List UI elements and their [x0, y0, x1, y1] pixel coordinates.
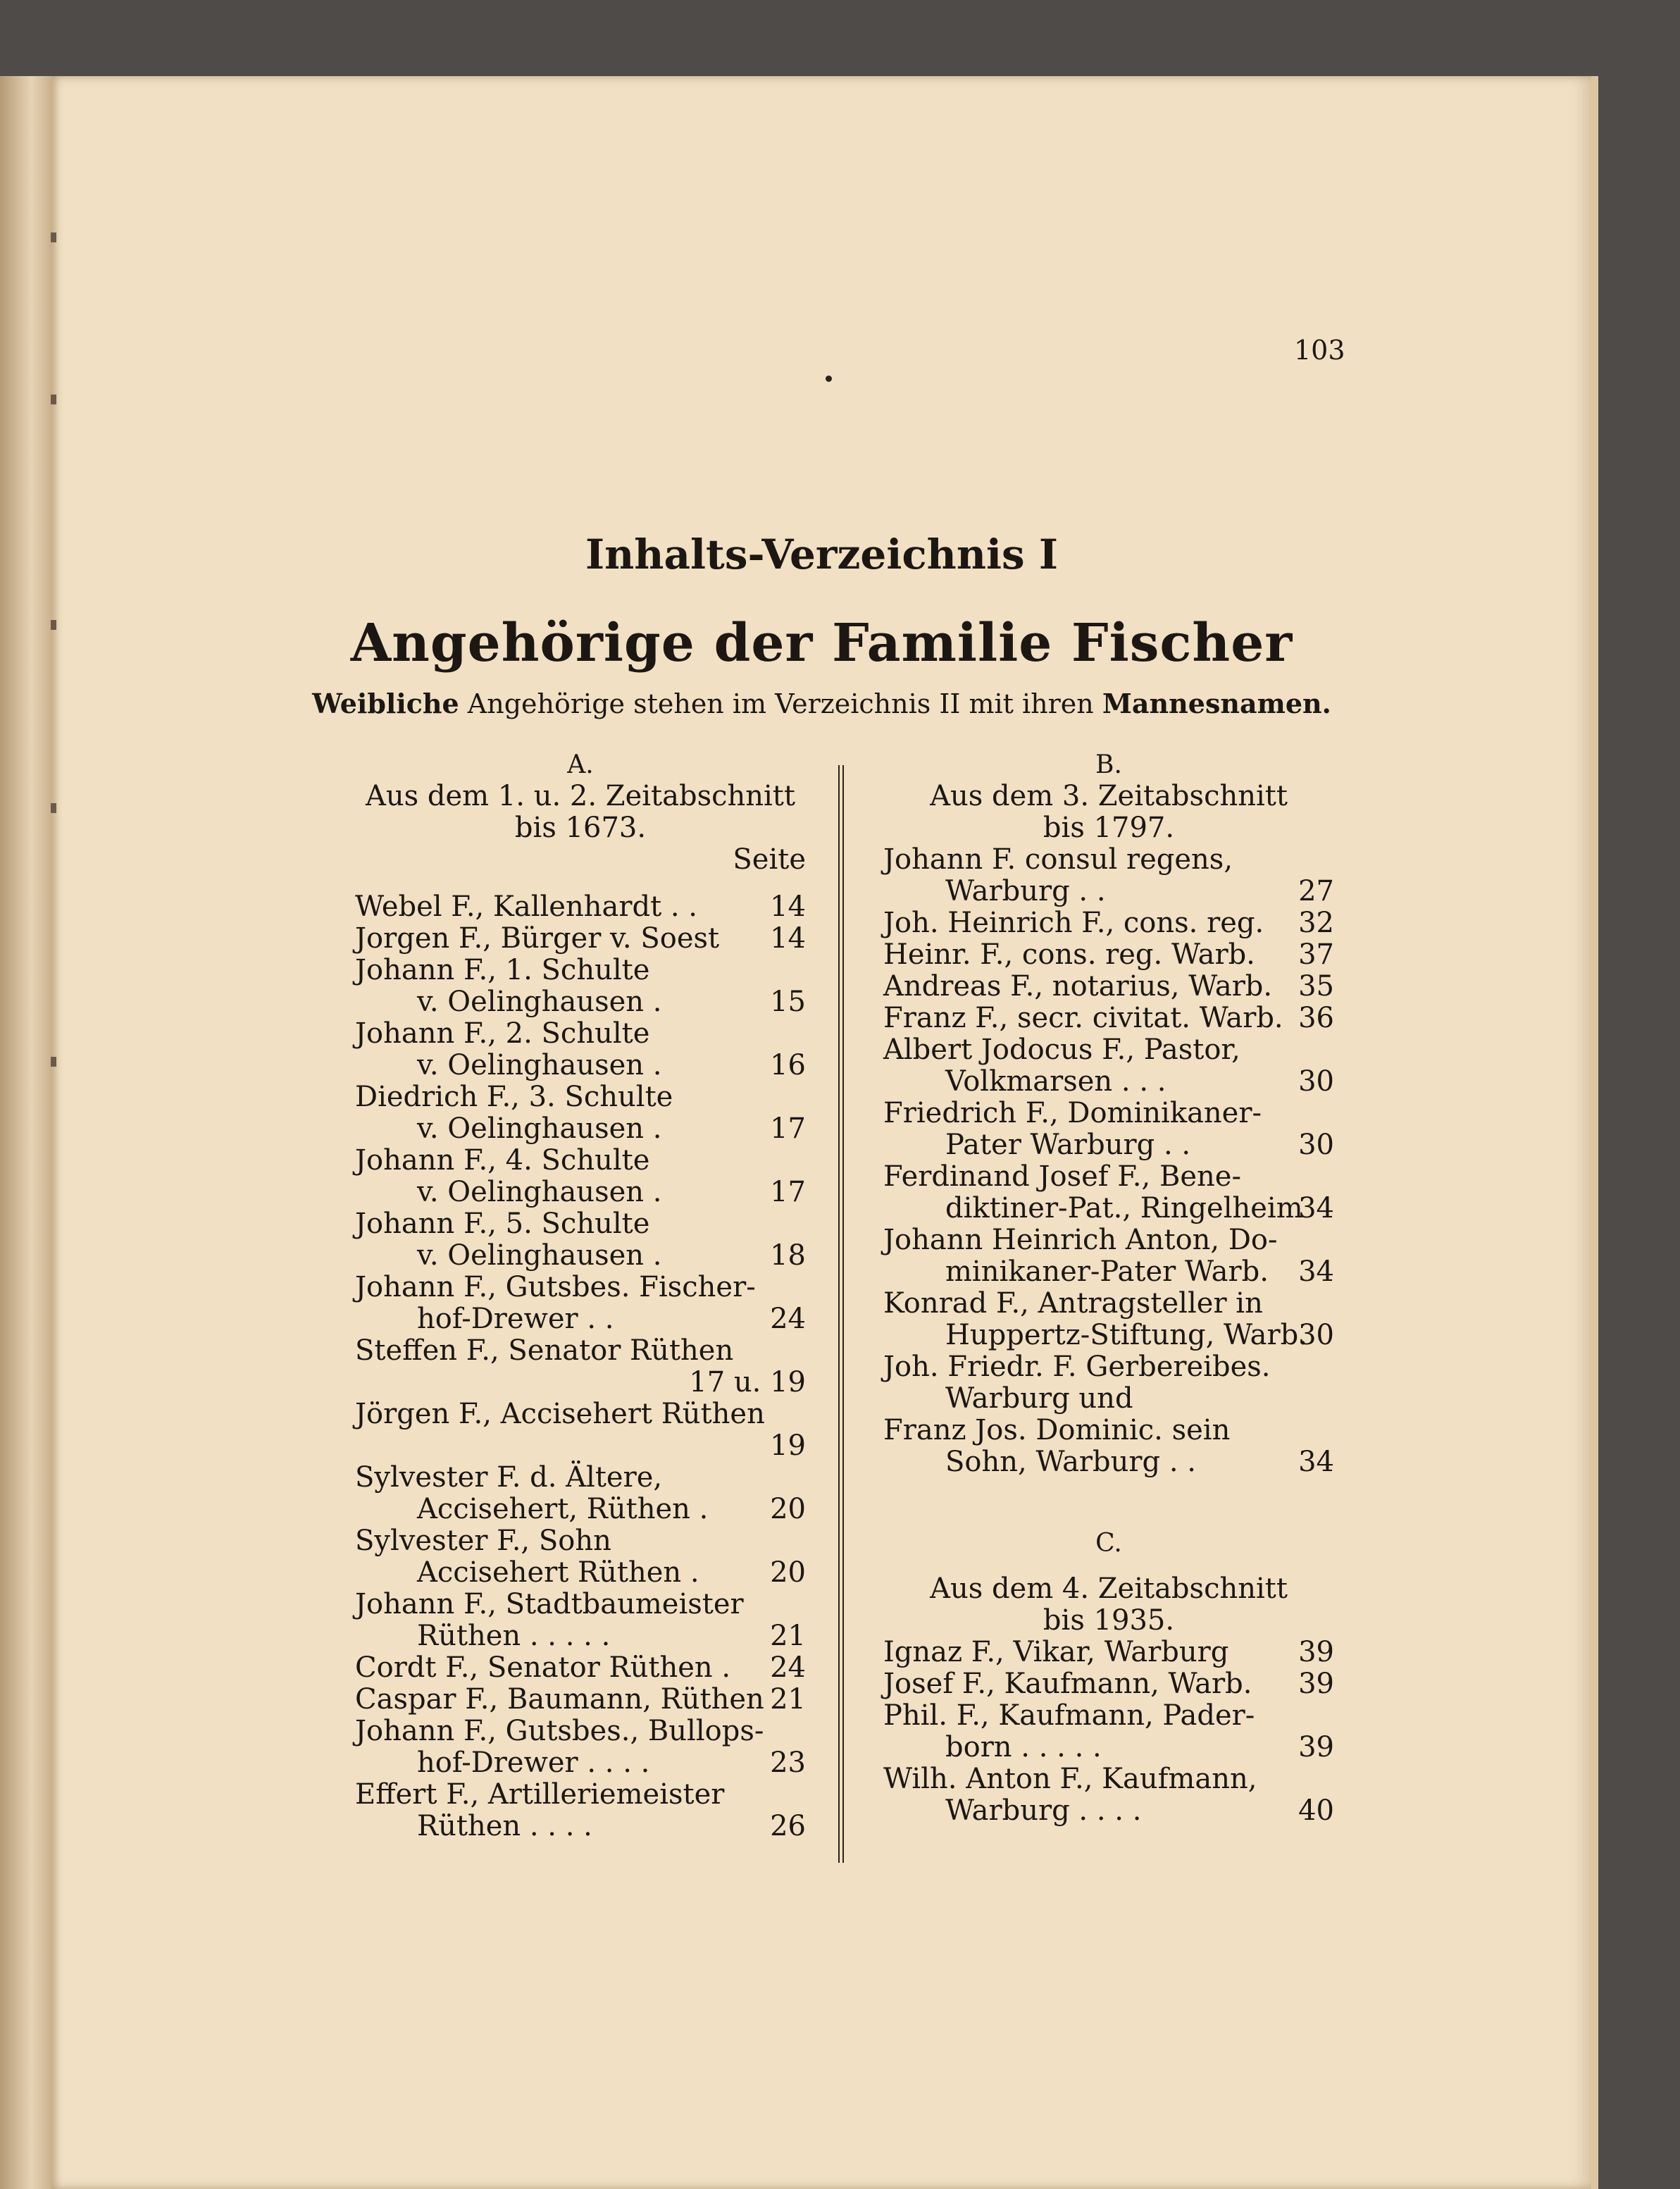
entry-page-number: 34: [1298, 1255, 1334, 1288]
index-entry: [355, 955, 806, 1018]
index-entry: [355, 1018, 806, 1081]
index-entry: [355, 1145, 806, 1208]
index-entry: [355, 1399, 806, 1462]
family-title: Angehörige der Familie Fischer: [350, 613, 1293, 674]
entry-page-number: 23: [770, 1747, 806, 1779]
era-b-line-1: Aus dem 3. Zeitabschnitt: [930, 780, 1288, 812]
entry-page-number: 40: [1298, 1794, 1334, 1827]
entry-page-number: 34: [1298, 1446, 1334, 1478]
entry-name: Johann F., Gutsbes. Fischer-: [355, 1271, 756, 1303]
entry-continuation: Volkmarsen . . .: [945, 1065, 1166, 1098]
entry-name: Diedrich F., 3. Schulte: [355, 1081, 673, 1113]
entry-list-a: [355, 891, 806, 1842]
book-page: [52, 76, 1598, 2189]
entry-continuation: v. Oelinghausen .: [417, 986, 662, 1018]
entry-page-number: 37: [1298, 938, 1334, 971]
index-entry: [883, 844, 1334, 907]
entry-name: Johann F. consul regens,: [883, 843, 1233, 876]
entry-name: Johann F., 5. Schulte: [355, 1208, 650, 1240]
era-c-line-2: bis 1935.: [1043, 1604, 1175, 1637]
entry-page-number: 17: [770, 1112, 806, 1145]
note-bold-women: Weibliche: [312, 688, 459, 719]
entry-name: Sylvester F. d. Ältere,: [355, 1461, 663, 1494]
page-number: 103: [1294, 335, 1345, 366]
entry-name: Joh. Heinrich F., cons. reg.: [883, 907, 1264, 939]
entry-page-number: 39: [1298, 1636, 1334, 1668]
entry-name: Wilh. Anton F., Kaufmann,: [883, 1763, 1257, 1795]
left-page-edge: [0, 76, 52, 2189]
index-title: Inhalts-Verzeichnis I: [585, 531, 1059, 578]
binding-stitch: [51, 620, 56, 630]
entry-continuation: born . . . . .: [945, 1731, 1102, 1763]
entry-name: Josef F., Kaufmann, Warb.: [883, 1668, 1252, 1700]
index-entry: [883, 939, 1334, 971]
entry-list-c: [883, 1637, 1334, 1827]
entry-name: Effert F., Artilleriemeister: [355, 1778, 725, 1811]
index-entry: [883, 1288, 1334, 1351]
entry-page-number: 21: [770, 1683, 806, 1716]
entry-continuation: v. Oelinghausen .: [417, 1176, 662, 1208]
entry-name: Ignaz F., Vikar, Warburg: [883, 1636, 1229, 1668]
entry-name: Johann F., 4. Schulte: [355, 1144, 650, 1177]
entry-continuation: v. Oelinghausen .: [417, 1239, 662, 1272]
index-entry: [883, 1668, 1334, 1700]
entry-continuation: hof-Drewer . . . .: [417, 1747, 650, 1779]
entry-name: Andreas F., notarius, Warb.: [883, 970, 1273, 1003]
right-column: [883, 749, 1334, 1827]
index-entry: [883, 907, 1334, 939]
entry-name: Phil. F., Kaufmann, Pader-: [883, 1699, 1255, 1732]
note-bold-married-names: Mannesnamen.: [1102, 688, 1331, 719]
entry-page-number: 14: [770, 891, 806, 923]
index-entry: [355, 891, 806, 923]
entry-page-number: 14: [770, 922, 806, 955]
entry-page-number: 30: [1298, 1319, 1334, 1351]
entry-continuation: Pater Warburg . .: [945, 1129, 1191, 1161]
entry-page-number: 19: [770, 1430, 806, 1462]
entry-name: Johann F., 1. Schulte: [355, 954, 650, 986]
era-b-line-2: bis 1797.: [1043, 812, 1175, 844]
index-entry: [355, 1208, 806, 1272]
entry-continuation: minikaner-Pater Warb.: [945, 1255, 1269, 1288]
index-entry: [883, 1003, 1334, 1034]
entry-page-number: 21: [770, 1620, 806, 1652]
entry-continuation: Rüthen . . . . .: [417, 1620, 611, 1652]
entry-continuation: Warburg . .: [945, 875, 1106, 907]
entry-name: Albert Jodocus F., Pastor,: [883, 1034, 1240, 1066]
index-entry: [355, 1335, 806, 1399]
entry-page-number: 24: [770, 1303, 806, 1335]
binding-stitch: [51, 803, 56, 813]
entry-name: Friedrich F., Dominikaner-: [883, 1097, 1262, 1129]
entry-name: Jörgen F., Accisehert Rüthen: [355, 1398, 765, 1430]
index-entry: [883, 1034, 1334, 1098]
entry-list-b: [883, 844, 1334, 1478]
index-entry: [355, 1462, 806, 1525]
entry-page-number: 15: [770, 986, 806, 1018]
binding-stitch: [51, 395, 56, 404]
entry-page-number: 17 u. 19: [689, 1366, 806, 1399]
entry-name: Sylvester F., Sohn: [355, 1525, 611, 1557]
index-entry: [883, 1637, 1334, 1668]
center-dot-mark: [826, 376, 832, 382]
index-entry: [883, 1415, 1334, 1478]
index-note: [52, 688, 1591, 719]
era-c-line-1: Aus dem 4. Zeitabschnitt: [930, 1573, 1288, 1605]
entry-page-number: 36: [1298, 1002, 1334, 1034]
entry-continuation: Warburg . . . .: [945, 1794, 1142, 1827]
entry-page-number: 39: [1298, 1731, 1334, 1763]
entry-page-number: 20: [770, 1556, 806, 1589]
index-entry: [883, 1763, 1334, 1827]
entry-name: Franz Jos. Dominic. sein: [883, 1414, 1231, 1446]
entry-name: Johann Heinrich Anton, Do-: [883, 1224, 1278, 1256]
entry-continuation: Rüthen . . . .: [417, 1810, 592, 1842]
entry-continuation: v. Oelinghausen .: [417, 1049, 662, 1081]
era-a-line-2: bis 1673.: [514, 812, 647, 844]
entry-continuation: Accisehert Rüthen .: [417, 1556, 699, 1589]
index-entry: [355, 1525, 806, 1589]
index-entry: [355, 1716, 806, 1779]
entry-continuation: Accisehert, Rüthen .: [417, 1493, 709, 1525]
entry-page-number: 32: [1298, 907, 1334, 939]
index-entry: [355, 923, 806, 955]
entry-page-number: 39: [1298, 1668, 1334, 1700]
entry-page-number: 18: [770, 1239, 806, 1272]
left-column: [355, 749, 806, 1842]
note-text: Angehörige stehen im Verzeichnis II mit ihren: [467, 688, 1094, 719]
section-c-heading: C.: [1095, 1529, 1122, 1558]
entry-name: Caspar F., Baumann, Rüthen: [355, 1683, 764, 1716]
entry-name: Webel F., Kallenhardt . .: [355, 891, 697, 923]
entry-name: Ferdinand Josef F., Bene-: [883, 1160, 1241, 1193]
entry-page-number: 20: [770, 1493, 806, 1525]
entry-continuation: v. Oelinghausen .: [417, 1112, 662, 1145]
index-entry: [355, 1684, 806, 1716]
index-entry: [355, 1081, 806, 1145]
index-entry: [355, 1589, 806, 1652]
entry-name: Franz F., secr. civitat. Warb.: [883, 1002, 1283, 1034]
entry-name: Johann F., 2. Schulte: [355, 1017, 650, 1050]
binding-stitch: [51, 232, 56, 242]
index-entry: [883, 1098, 1334, 1161]
entry-page-number: 34: [1298, 1192, 1334, 1224]
entry-name: Johann F., Gutsbes., Bullops-: [355, 1715, 764, 1747]
era-a-line-1: Aus dem 1. u. 2. Zeitabschnitt: [366, 780, 795, 812]
index-entry: [883, 1351, 1334, 1415]
entry-continuation: hof-Drewer . .: [417, 1303, 614, 1335]
index-entry: [883, 1700, 1334, 1763]
entry-page-number: 17: [770, 1176, 806, 1208]
entry-name: Heinr. F., cons. reg. Warb.: [883, 938, 1255, 971]
index-entry: [355, 1779, 806, 1842]
entry-page-number: 27: [1298, 875, 1334, 907]
entry-name: Konrad F., Antragsteller in: [883, 1287, 1263, 1320]
entry-page-number: 26: [770, 1810, 806, 1842]
index-entry: [883, 971, 1334, 1003]
index-entry: [883, 1161, 1334, 1224]
entry-name: Cordt F., Senator Rüthen .: [355, 1651, 731, 1684]
entry-page-number: 35: [1298, 970, 1334, 1003]
entry-page-number: 16: [770, 1049, 806, 1081]
entry-name: Steffen F., Senator Rüthen: [355, 1334, 734, 1367]
page-column-header: Seite: [733, 843, 806, 876]
entry-continuation: diktiner-Pat., Ringelheim: [945, 1192, 1303, 1224]
entry-page-number: 30: [1298, 1065, 1334, 1098]
entry-name: Joh. Friedr. F. Gerbereibes.: [883, 1351, 1271, 1383]
entry-continuation: Sohn, Warburg . .: [945, 1446, 1196, 1478]
entry-name: Johann F., Stadtbaumeister: [355, 1588, 744, 1620]
index-entry: [355, 1652, 806, 1684]
entry-page-number: 30: [1298, 1129, 1334, 1161]
index-entry: [355, 1272, 806, 1335]
binding-stitch: [51, 1057, 56, 1067]
column-divider: [838, 765, 844, 1863]
section-b-heading: B.: [1095, 750, 1122, 779]
index-entry: [883, 1224, 1334, 1288]
entry-page-number: 24: [770, 1651, 806, 1684]
entry-continuation: Warburg und: [945, 1382, 1133, 1415]
entry-continuation: Huppertz-Stiftung, Warb.: [945, 1319, 1307, 1351]
section-a-heading: A.: [567, 750, 594, 779]
entry-name: Jorgen F., Bürger v. Soest: [355, 922, 720, 955]
